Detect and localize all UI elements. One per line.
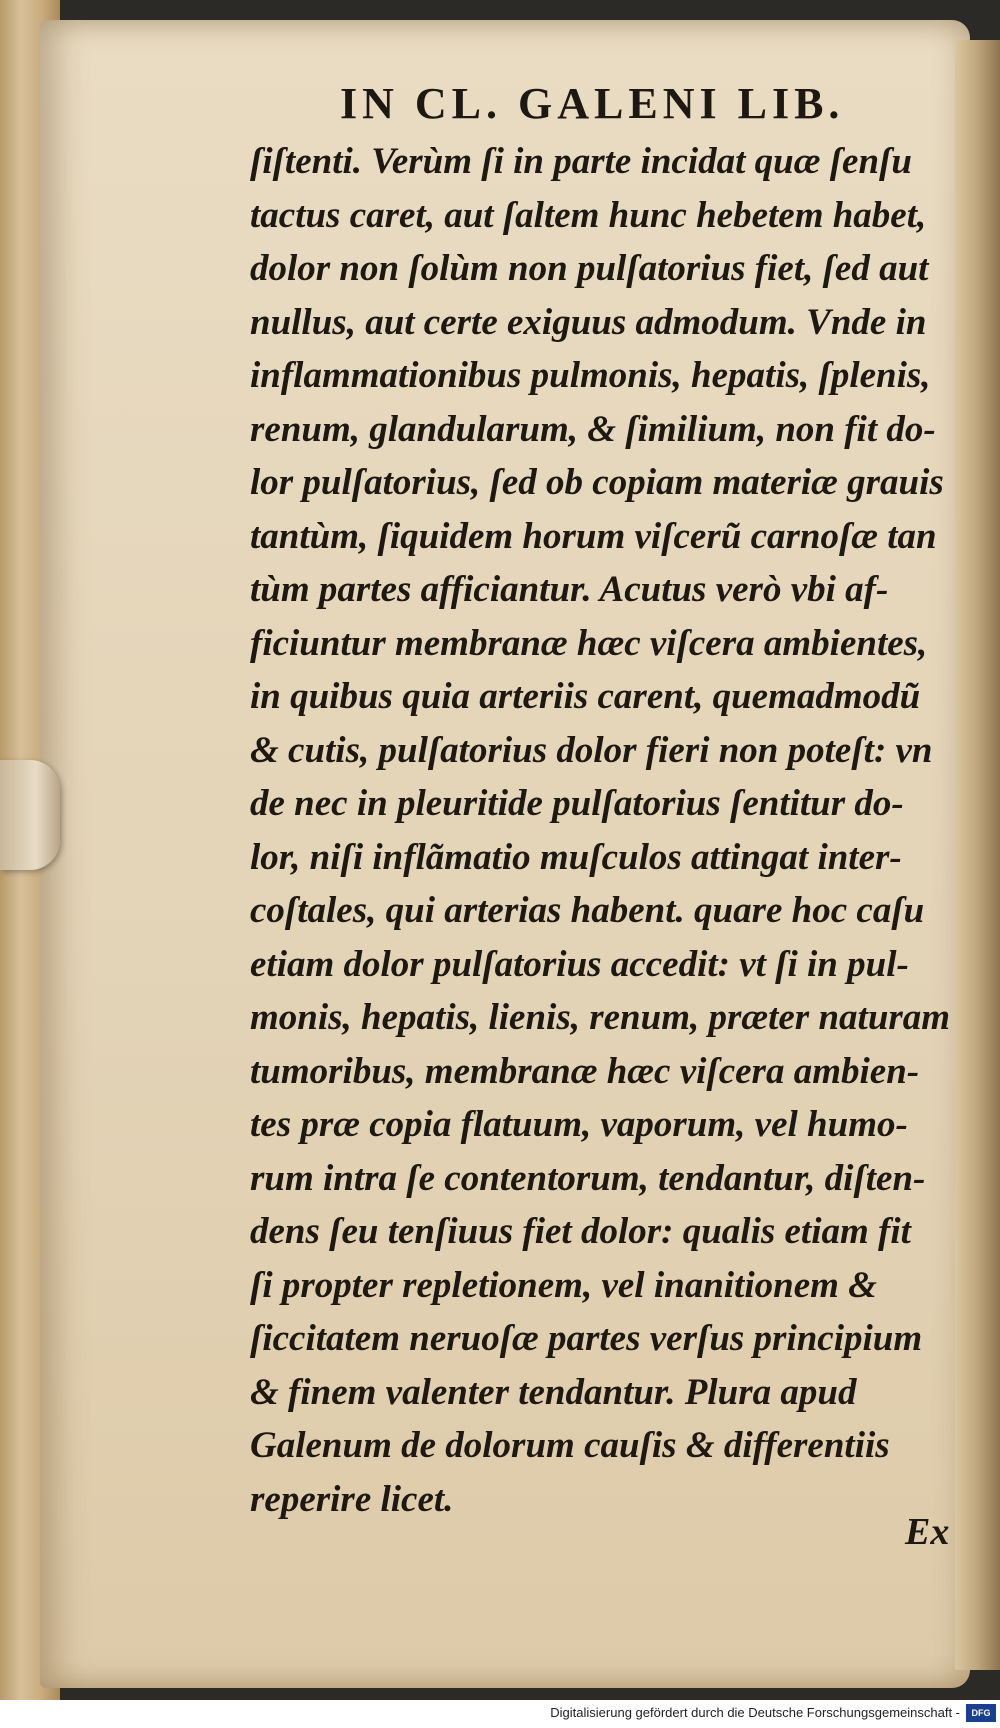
text-line: tumoribus, membranæ hæc viſcera ambien- [250, 1050, 920, 1092]
footer-credit: Digitalisierung gefördert durch die Deutsche Forschungsgemeinschaft - [550, 1705, 960, 1720]
body-text [250, 135, 950, 1526]
text-line: nullus, aut certe exiguus admodum. Vnde in [250, 301, 927, 343]
catchword: Ex [905, 1511, 950, 1553]
text-line: tes præ copia flatuum, vaporum, vel humo- [250, 1104, 908, 1145]
text-line: Galenum de dolorum cauſis & differentiis [250, 1425, 890, 1466]
text-line: lor, niſi inflãmatio muſculos attingat inter- [250, 836, 902, 878]
text-line: de nec in pleuritide pulſatorius ſentitur do- [250, 783, 904, 824]
book-edge-right [955, 40, 1000, 1670]
text-line: ſi propter repletionem, vel inanitionem & [250, 1264, 877, 1306]
page-clip [0, 760, 60, 870]
text-line: rum intra ſe contentorum, tendantur, diſten- [250, 1157, 926, 1199]
text-line: coſtales, qui arterias habent. quare hoc caſu [250, 890, 925, 931]
text-line: etiam dolor pulſatorius accedit: vt ſi in pul- [250, 943, 909, 985]
text-line: reperire licet. [250, 1478, 454, 1520]
text-line: dolor non ſolùm non pulſatorius fiet, ſed aut [250, 248, 929, 289]
text-line: inflammationibus pulmonis, hepatis, ſplenis, [250, 355, 931, 396]
text-line: ficiuntur membranæ hæc viſcera ambientes, [250, 622, 928, 664]
text-line: in quibus quia arteriis carent, quemadmodũ [250, 676, 921, 717]
text-line: renum, glandularum, & ſimilium, non fit do- [250, 408, 936, 450]
text-line: tactus caret, aut ſaltem hunc hebetem habet, [250, 194, 927, 236]
text-line: dens ſeu tenſiuus fiet dolor: qualis etiam fit [250, 1211, 911, 1252]
dfg-logo: DFG [966, 1704, 996, 1722]
text-line: & finem valenter tendantur. Plura apud [250, 1371, 857, 1413]
text-line: monis, hepatis, lienis, renum, præter naturam [250, 997, 951, 1038]
text-line: & cutis, pulſatorius dolor fieri non poteſt: vn [250, 729, 933, 771]
text-line: ſiccitatem neruoſæ partes verſus principium [250, 1318, 923, 1359]
footer-bar [0, 1700, 1000, 1728]
text-line: tùm partes afficiantur. Acutus verò vbi af- [250, 569, 889, 610]
running-header: IN CL. GALENI LIB. [340, 79, 845, 128]
text-line: lor pulſatorius, ſed ob copiam materiæ grauis [250, 462, 944, 503]
text-line: tantùm, ſiquidem horum viſcerũ carnoſæ tan [250, 515, 937, 557]
text-line: ſiſtenti. Verùm ſi in parte incidat quæ ſenſu [250, 141, 912, 182]
